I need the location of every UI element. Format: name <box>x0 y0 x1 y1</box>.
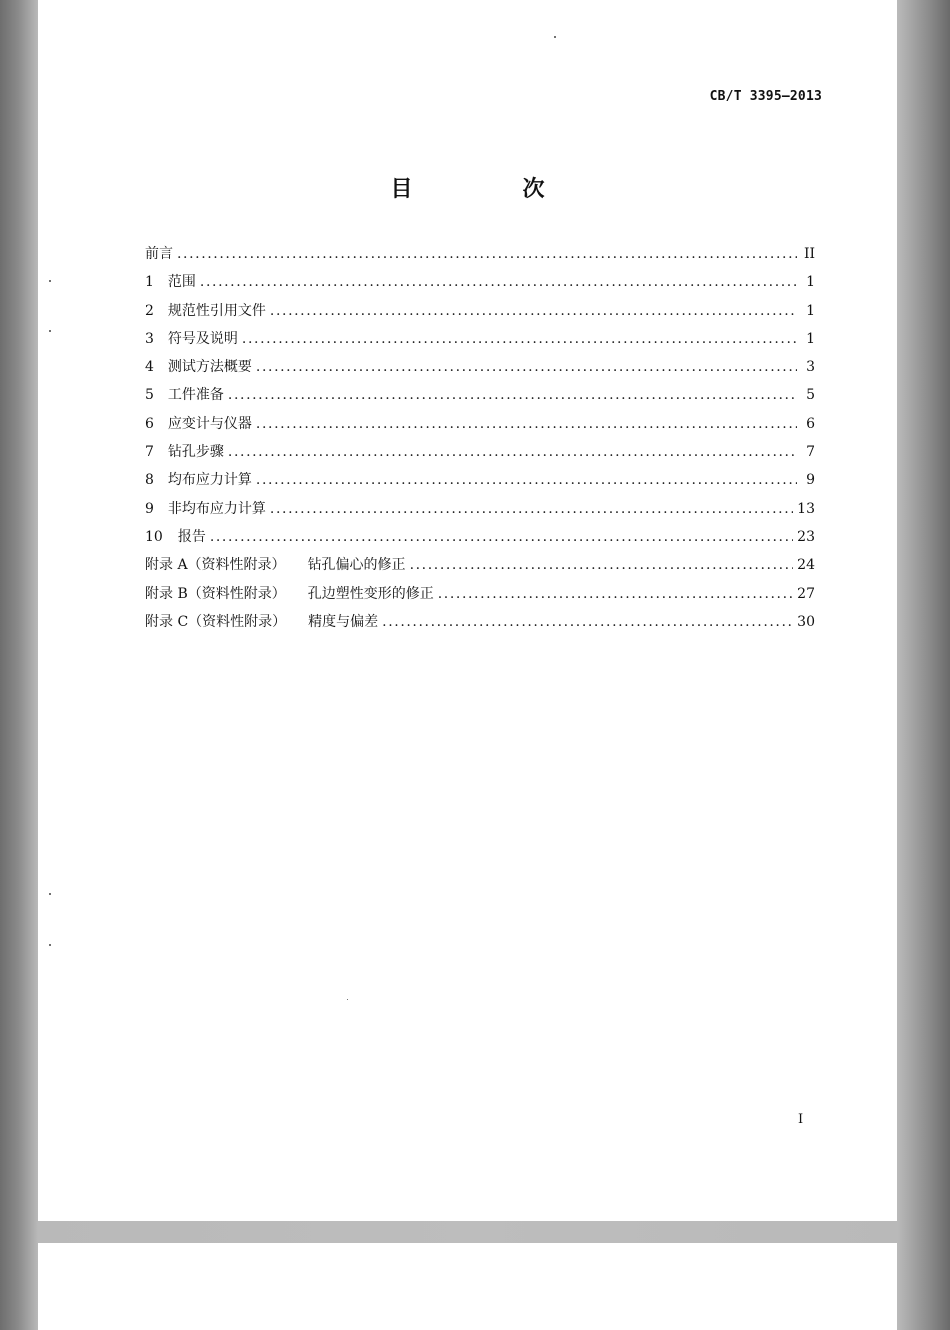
toc-entry-2[interactable] <box>145 300 815 328</box>
toc-leader-dots <box>256 416 797 432</box>
scan-speck <box>49 280 51 282</box>
document-page <box>38 0 897 1221</box>
toc-entry-number: 3 <box>145 330 154 347</box>
toc-entry-number: 9 <box>145 500 154 517</box>
toc-entry-9[interactable] <box>145 498 815 526</box>
toc-entry-page: 5 <box>806 387 815 404</box>
toc-entry-1[interactable] <box>145 271 815 299</box>
toc-leader-dots <box>270 303 797 319</box>
toc-entry-3[interactable] <box>145 328 815 356</box>
toc-leader-dots <box>382 614 793 630</box>
document-code: CB/T 3395—2013 <box>709 89 822 104</box>
toc-entry-number: 4 <box>145 359 154 376</box>
toc-entry-page: 9 <box>806 472 815 489</box>
toc-leader-dots <box>228 387 797 403</box>
toc-entry-number: 1 <box>145 274 154 291</box>
toc-entry-label: 报告 <box>177 528 206 545</box>
next-document-page <box>38 1243 897 1330</box>
scan-speck <box>49 944 51 946</box>
toc-entry-page: 1 <box>806 274 815 291</box>
toc-entry-label: 测试方法概要 <box>167 359 252 376</box>
toc-entry-number: 10 <box>145 528 163 545</box>
toc-leader-dots <box>177 246 797 262</box>
toc-entry-number: 7 <box>145 444 154 461</box>
toc-leader-dots <box>256 359 797 375</box>
toc-entry-number: 5 <box>145 387 154 404</box>
toc-entry-label: 前言 <box>145 246 173 262</box>
toc-entry-6[interactable] <box>145 413 815 441</box>
scan-speck <box>49 330 51 332</box>
toc-entry-page: 13 <box>797 500 815 517</box>
toc-entry-label: 工件准备 <box>167 387 224 404</box>
toc-entry-label: 符号及说明 <box>167 330 238 347</box>
scan-speck <box>554 36 556 38</box>
toc-leader-dots <box>270 501 793 517</box>
toc-entry-4[interactable] <box>145 356 815 384</box>
toc-entry-page: 24 <box>797 557 815 574</box>
toc-entry-page: 27 <box>797 585 815 602</box>
scan-speck <box>49 893 51 895</box>
toc-leader-dots <box>210 529 793 545</box>
toc-entry-subtitle: 孔边塑性变形的修正 <box>307 585 434 602</box>
toc-entry-label: 应变计与仪器 <box>167 415 252 432</box>
toc-entry-label: 附录 C（资料性附录） <box>145 613 287 630</box>
scan-speck <box>347 999 348 1000</box>
toc-title: 目 次 <box>390 177 589 202</box>
toc-entry-page: 23 <box>797 528 815 545</box>
toc-entry-8[interactable] <box>145 469 815 497</box>
toc-entry-subtitle: 精度与偏差 <box>308 613 379 630</box>
toc-leader-dots <box>438 586 793 602</box>
toc-entry-number: 6 <box>145 415 154 432</box>
toc-entry-label: 非均布应力计算 <box>167 500 266 517</box>
toc-entry-label: 均布应力计算 <box>167 472 252 489</box>
toc-entry-page: 7 <box>806 444 815 461</box>
toc-entry-7[interactable] <box>145 441 815 469</box>
toc-entry-annex-c[interactable] <box>145 611 815 639</box>
toc-entry-number: 2 <box>145 302 154 319</box>
toc-entry-10[interactable] <box>145 526 815 554</box>
toc-leader-dots <box>228 444 797 460</box>
toc-entry-annex-b[interactable] <box>145 583 815 611</box>
toc-entry-page: 3 <box>806 359 815 376</box>
toc-entry-foreword[interactable] <box>145 243 815 271</box>
toc-leader-dots <box>242 331 797 347</box>
toc-entry-page: 6 <box>806 415 815 432</box>
toc-entry-label: 附录 B（资料性附录） <box>145 585 286 602</box>
toc-entry-subtitle: 钻孔偏心的修正 <box>307 557 406 574</box>
toc-leader-dots <box>410 557 794 573</box>
toc-entry-label: 范围 <box>167 274 196 291</box>
toc-leader-dots <box>200 274 797 290</box>
toc-entry-label: 附录 A（资料性附录） <box>145 557 286 574</box>
toc-entry-page: II <box>803 246 815 262</box>
toc-entry-number: 8 <box>145 472 154 489</box>
toc-leader-dots <box>256 472 797 488</box>
toc-entry-page: 30 <box>797 613 815 630</box>
toc-entry-annex-a[interactable] <box>145 554 815 582</box>
toc-entry-5[interactable] <box>145 384 815 412</box>
toc-entry-page: 1 <box>806 330 815 347</box>
toc-entry-page: 1 <box>806 302 815 319</box>
page-folio: I <box>798 1112 804 1127</box>
table-of-contents <box>145 243 815 639</box>
toc-entry-label: 规范性引用文件 <box>167 302 266 319</box>
toc-entry-label: 钻孔步骤 <box>167 444 224 461</box>
